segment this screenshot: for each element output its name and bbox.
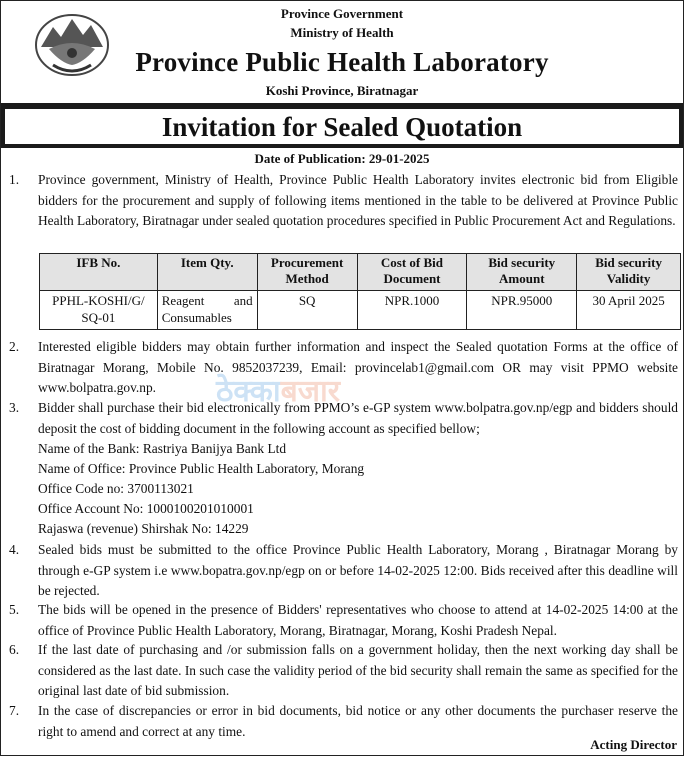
item-number: 4.	[9, 542, 20, 557]
office-name: Name of Office: Province Public Health Laboratory, Morang	[38, 461, 365, 476]
laboratory-title: Province Public Health Laboratory	[135, 47, 549, 77]
item-number: 2.	[9, 339, 20, 354]
column-header: Cost of Bid Document	[357, 254, 467, 291]
signatory-title: Acting Director	[590, 737, 677, 752]
bid-security-validity-cell: 30 April 2025	[577, 291, 681, 330]
item-number: 1.	[9, 172, 20, 187]
ministry-name: Ministry of Health	[290, 25, 394, 40]
item-number: 7.	[9, 703, 20, 718]
item-qty-cell: Reagent and Consumables	[157, 291, 257, 330]
bid-security-amount-cell: NPR.95000	[467, 291, 577, 330]
item-text: Interested eligible bidders may obtain further information and inspect the Sealed quotation Forms at the office of Biratnagar Morang, Mobile No. 9852037239, Email: provincelab1@gmail.com OR may visit PPMO website www.bolpatra.gov.np.	[38, 339, 678, 395]
item-text: Bidder shall purchase their bid electronically from PPMO’s e-GP system www.bolpatra.gov.np/egp and bidders should deposit the cost of bidding document in the following account as specified bellow;	[38, 400, 678, 436]
publication-date: Date of Publication: 29-01-2025	[254, 151, 430, 166]
column-header: Item Qty.	[157, 254, 257, 291]
office-code: Office Code no: 3700113021	[38, 481, 194, 496]
procurement-method-cell: SQ	[257, 291, 357, 330]
column-header: Bid security Amount	[467, 254, 577, 291]
item-text: The bids will be opened in the presence of Bidders' representatives who choose to attend at 14-02-2025 14:00 at the office of Province Public Health Laboratory, Morang, Biratnagar, Morang, Koshi Pradesh Nepal.	[38, 602, 678, 638]
item-number: 3.	[9, 400, 20, 415]
revenue-shirshak: Rajaswa (revenue) Shirshak No: 14229	[38, 521, 249, 536]
watermark-part: बजार	[280, 374, 341, 409]
office-account-number: Office Account No: 1000100201010001	[38, 501, 254, 516]
table-row	[40, 291, 681, 330]
quotation-table	[39, 253, 681, 330]
column-header: IFB No.	[40, 254, 158, 291]
item-text: In the case of discrepancies or error in bid documents, bid notice or any other documents the purchaser reserve the right to amend and correct at any time.	[38, 703, 678, 739]
ifb-number-cell: PPHL-KOSHI/G/ SQ-01	[40, 291, 158, 330]
item-number: 6.	[9, 642, 20, 657]
bid-cost-cell: NPR.1000	[357, 291, 467, 330]
column-header: Bid security Validity	[577, 254, 681, 291]
item-number: 5.	[9, 602, 20, 617]
bank-name: Name of the Bank: Rastriya Banijya Bank Ltd	[38, 441, 287, 456]
item-text: Sealed bids must be submitted to the office Province Public Health Laboratory, Morang , Biratnagar Morang by through e-GP system i.e www.bopatra.gov.np/egp on or before 14-02-2025 12:00. Bids received after this deadline will be rejected.	[38, 542, 678, 598]
item-text: If the last date of purchasing and /or submission falls on a government holiday, then the next working day shall be considered as the last date. In such case the validity period of the bid security shall remain the same as specified for the original last date of bid submission.	[38, 642, 678, 698]
notice-title: Invitation for Sealed Quotation	[5, 109, 679, 144]
table-header-row	[40, 254, 681, 291]
watermark-part: ठेक्का	[216, 374, 281, 409]
item-text: Province government, Ministry of Health, Province Public Health Laboratory invites electronic bid from Eligible bidders for the procurement and supply of following items mentioned in the table to be delivered at Province Public Health Laboratory, Biratnagar under sealed quotation procedures specified in Public Procurement Act and Regulations.	[38, 172, 678, 228]
title-banner	[1, 103, 683, 148]
laboratory-address: Koshi Province, Biratnagar	[265, 83, 419, 98]
government-name: Province Government	[280, 6, 404, 21]
column-header: Procurement Method	[257, 254, 357, 291]
